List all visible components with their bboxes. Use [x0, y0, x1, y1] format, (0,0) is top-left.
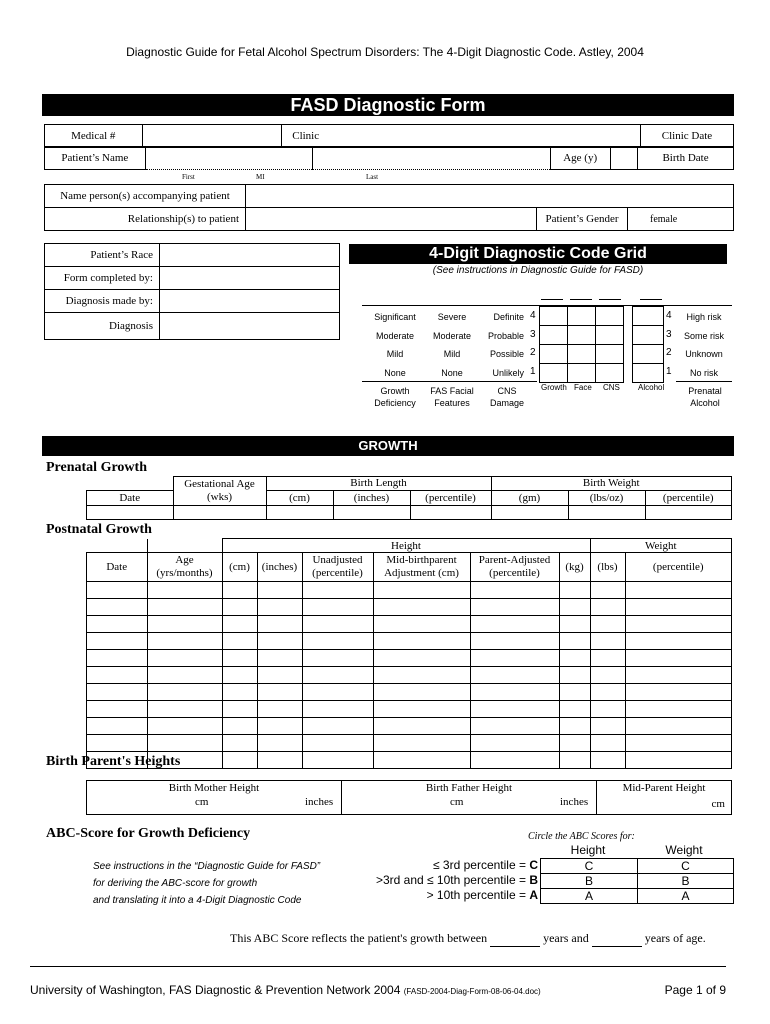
table-cell[interactable] [147, 701, 222, 718]
footer-rule [30, 966, 726, 967]
table-cell[interactable] [590, 582, 625, 599]
table-cell[interactable] [147, 599, 222, 616]
table-cell[interactable] [590, 735, 625, 752]
growth-label-3: Mild [386, 349, 404, 359]
table-cell[interactable] [257, 633, 302, 650]
table-cell[interactable] [470, 633, 559, 650]
table-cell[interactable] [302, 684, 373, 701]
post-date-header: Date [87, 553, 148, 582]
grid-cell[interactable] [633, 307, 664, 326]
cm-header: (cm) [266, 490, 333, 505]
footer-org: University of Washington, FAS Diagnostic & Prevention Network 2004 [30, 983, 401, 997]
growth-label-2: Moderate [375, 331, 415, 341]
table-cell[interactable] [470, 650, 559, 667]
footer-page: Page 1 of 9 [664, 983, 726, 997]
abc-weight-label: Weight [665, 843, 703, 857]
table-cell[interactable] [559, 616, 590, 633]
table-row [87, 718, 732, 735]
diagnosis-field[interactable] [160, 313, 340, 340]
code-grid-title: 4-Digit Diagnostic Code Grid [349, 244, 727, 264]
table-cell[interactable] [559, 752, 590, 769]
first-name-field[interactable] [145, 147, 312, 170]
grid-cell[interactable] [568, 307, 596, 326]
footer-doc: (FASD-2004-Diag-Form-08-06-04.doc) [403, 987, 541, 996]
table-cell[interactable] [373, 752, 470, 769]
table-cell[interactable] [257, 752, 302, 769]
num-right-1: 1 [666, 366, 672, 377]
num-right-3: 3 [666, 329, 672, 340]
table-cell[interactable] [373, 684, 470, 701]
abc-reflect-a: This ABC Score reflects the patient's growth between [230, 931, 488, 945]
table-cell[interactable] [625, 752, 732, 769]
height-group-header: Height [222, 539, 590, 553]
table-cell[interactable] [302, 735, 373, 752]
clinic-date-label: Clinic Date [640, 125, 733, 148]
table-cell[interactable] [625, 735, 732, 752]
abc-weight-a[interactable]: A [638, 889, 734, 904]
table-row [87, 582, 732, 599]
grid-cell[interactable] [540, 364, 568, 383]
age-label: Age (y) [550, 147, 610, 170]
num-right-2: 2 [666, 347, 672, 358]
accompanying-field[interactable] [246, 185, 734, 208]
abc-row3-label: > 10th percentile = [426, 888, 526, 902]
abc-years-to-field[interactable] [592, 931, 642, 947]
num-left-1: 1 [530, 366, 536, 377]
gender-label: Patient’s Gender [537, 208, 628, 231]
age-unit-label: (yrs/months) [156, 567, 213, 579]
table-cell[interactable] [373, 701, 470, 718]
table-cell[interactable] [147, 718, 222, 735]
table-cell[interactable] [590, 667, 625, 684]
table-cell[interactable] [625, 582, 732, 599]
table-cell[interactable] [87, 735, 148, 752]
midbp-label: Mid-birthparent [386, 554, 457, 566]
table-cell[interactable] [470, 599, 559, 616]
risk-label-2: Some risk [683, 331, 724, 341]
table-cell[interactable] [373, 718, 470, 735]
table-cell[interactable] [590, 752, 625, 769]
mid-label: Mid-Parent Height [597, 781, 732, 795]
midbp-header [373, 553, 470, 582]
table-cell[interactable] [470, 701, 559, 718]
table-cell[interactable] [222, 616, 257, 633]
completed-label: Form completed by: [45, 267, 160, 290]
medical-label: Medical # [45, 125, 143, 148]
table-cell[interactable] [222, 633, 257, 650]
table-cell[interactable] [222, 752, 257, 769]
table-cell[interactable] [590, 633, 625, 650]
table-cell[interactable] [559, 735, 590, 752]
table-cell[interactable] [373, 582, 470, 599]
table-cell[interactable] [147, 650, 222, 667]
parentadj-label: Parent-Adjusted [478, 554, 551, 566]
table-cell[interactable] [559, 667, 590, 684]
table-cell[interactable] [302, 701, 373, 718]
relationship-field[interactable] [246, 208, 537, 231]
growth-section-title: GROWTH [42, 436, 734, 456]
mother-label: Birth Mother Height [87, 781, 342, 795]
abc-score-table [540, 858, 734, 904]
code-grid-boxes [539, 306, 624, 383]
percentile-header: (percentile) [410, 490, 491, 505]
table-cell[interactable] [625, 701, 732, 718]
table-cell[interactable] [559, 684, 590, 701]
grid-cell[interactable] [540, 326, 568, 345]
unadj-unit-label: (percentile) [312, 567, 363, 579]
num-left-2: 2 [530, 347, 536, 358]
parents-title: Birth Parent's Heights [46, 754, 181, 769]
col-cns-label: CNS [603, 383, 620, 392]
abc-instructions [93, 858, 320, 909]
table-cell[interactable] [559, 718, 590, 735]
table-cell[interactable] [257, 735, 302, 752]
father-label: Birth Father Height [342, 781, 597, 795]
grid-cell[interactable] [540, 345, 568, 364]
table-cell[interactable] [373, 599, 470, 616]
table-cell[interactable] [559, 633, 590, 650]
abc-height-a[interactable]: A [541, 889, 638, 904]
table-cell[interactable] [590, 684, 625, 701]
abc-reflect-c: years of age. [644, 931, 706, 945]
grid-cell[interactable] [596, 345, 624, 364]
parentadj-unit-label: (percentile) [489, 567, 540, 579]
grid-cell[interactable] [633, 326, 664, 345]
abc-reflect-line [230, 931, 706, 947]
table-cell[interactable] [302, 718, 373, 735]
grid-cell[interactable] [568, 364, 596, 383]
table-cell[interactable] [625, 599, 732, 616]
table-cell[interactable] [302, 650, 373, 667]
table-cell[interactable] [625, 633, 732, 650]
footer-prenatal: Prenatal Alcohol [688, 386, 722, 408]
table-cell[interactable] [147, 633, 222, 650]
table-cell[interactable] [222, 718, 257, 735]
lbsoz-header: (lbs/oz) [568, 490, 645, 505]
abc-reflect-b: years and [543, 931, 589, 945]
abc-row2-letter: B [529, 873, 538, 887]
table-row [87, 752, 732, 769]
birth-date-label: Birth Date [638, 147, 734, 170]
father-field[interactable] [342, 794, 597, 815]
table-cell[interactable] [147, 616, 222, 633]
abc-row2-label: >3rd and ≤ 10th percentile = [375, 873, 526, 887]
table-cell[interactable] [470, 718, 559, 735]
prenatal-table [86, 476, 732, 520]
race-field[interactable] [160, 244, 340, 267]
face-label-2: Moderate [432, 331, 472, 341]
table-cell[interactable] [470, 684, 559, 701]
age-header [147, 553, 222, 582]
table-cell[interactable] [87, 616, 148, 633]
form-title: FASD Diagnostic Form [42, 94, 734, 116]
table-cell[interactable] [373, 667, 470, 684]
table-row [87, 684, 732, 701]
completed-field[interactable] [160, 267, 340, 290]
table-cell[interactable] [302, 599, 373, 616]
table-cell[interactable] [559, 599, 590, 616]
face-label-1: Severe [437, 312, 467, 322]
abc-years-from-field[interactable] [490, 931, 540, 947]
abc-height-label: Height [570, 843, 606, 857]
table-cell[interactable] [470, 667, 559, 684]
table-cell[interactable] [257, 616, 302, 633]
table-cell[interactable] [625, 718, 732, 735]
table-cell[interactable] [222, 735, 257, 752]
table-cell[interactable] [87, 582, 148, 599]
grid-cell[interactable] [596, 364, 624, 383]
col-growth-label: Growth [541, 383, 567, 392]
age-field[interactable] [610, 147, 637, 170]
grid-cell[interactable] [596, 307, 624, 326]
table-cell[interactable] [222, 667, 257, 684]
table-row [87, 650, 732, 667]
weight-percentile-header: (percentile) [645, 490, 732, 505]
grid-cell[interactable] [633, 364, 664, 383]
age-header-label: Age [175, 554, 194, 566]
cns-label-1: Definite [493, 312, 524, 322]
table-cell[interactable] [373, 616, 470, 633]
clinic-field[interactable] [330, 125, 641, 148]
abc-instr-1: See instructions in the “Diagnostic Guide for FASD” [93, 861, 321, 872]
table-cell[interactable] [470, 582, 559, 599]
abc-row1-letter: C [529, 858, 538, 872]
cns-label-3: Possible [489, 349, 524, 359]
table-cell[interactable] [87, 718, 148, 735]
table-cell[interactable] [590, 650, 625, 667]
face-label-3: Mild [443, 349, 461, 359]
abc-weight-c[interactable]: C [638, 859, 734, 874]
name-label: Patient’s Name [45, 147, 146, 170]
table-cell[interactable] [470, 735, 559, 752]
midbp-unit-label: Adjustment (cm) [384, 567, 459, 579]
num-left-4: 4 [530, 310, 536, 321]
abc-height-c[interactable]: C [541, 859, 638, 874]
cns-label-2: Probable [487, 331, 524, 341]
mi-label: MI [256, 173, 265, 181]
table-cell[interactable] [590, 701, 625, 718]
table-cell[interactable] [625, 684, 732, 701]
diagnosis-by-label: Diagnosis made by: [45, 290, 160, 313]
table-cell[interactable] [266, 505, 333, 519]
post-cm-header: (cm) [222, 553, 257, 582]
table-cell[interactable] [222, 582, 257, 599]
risk-label-1: High risk [686, 312, 722, 322]
face-label-4: None [441, 368, 463, 378]
table-cell[interactable] [87, 633, 148, 650]
table-cell[interactable] [222, 701, 257, 718]
post-weight-percentile-header: (percentile) [625, 553, 732, 582]
unadj-label: Unadjusted [312, 554, 363, 566]
prenatal-title: Prenatal Growth [46, 460, 147, 475]
cns-label-4: Unlikely [492, 368, 524, 378]
table-cell[interactable] [222, 684, 257, 701]
alcohol-grid-boxes [632, 306, 664, 383]
table-cell[interactable] [147, 667, 222, 684]
table-cell[interactable] [491, 505, 568, 519]
col-alcohol-label: Alcohol [638, 383, 665, 392]
inches-header: (inches) [333, 490, 410, 505]
mother-cm: cm [195, 796, 209, 808]
abc-height-b[interactable]: B [541, 874, 638, 889]
table-cell[interactable] [302, 633, 373, 650]
gender-value[interactable]: female [628, 208, 734, 231]
table-cell[interactable] [625, 667, 732, 684]
footer-face: FAS Facial Features [430, 386, 474, 408]
mother-inches: inches [305, 796, 334, 808]
birth-weight-label: Birth Weight [491, 477, 732, 491]
parents-table [86, 780, 732, 815]
footer-left [30, 983, 541, 997]
table-cell[interactable] [173, 505, 266, 519]
abc-instr-3: and translating it into a 4-Digit Diagnostic Code [93, 895, 302, 906]
table-cell[interactable] [559, 701, 590, 718]
table-cell[interactable] [222, 650, 257, 667]
postnatal-title: Postnatal Growth [46, 522, 152, 537]
table-cell[interactable] [302, 616, 373, 633]
birth-length-label: Birth Length [266, 477, 491, 491]
weight-group-header: Weight [590, 539, 732, 553]
grid-cell[interactable] [540, 307, 568, 326]
table-cell[interactable] [257, 599, 302, 616]
prenatal-date-header: Date [87, 490, 174, 505]
abc-thresholds [330, 858, 538, 903]
table-cell[interactable] [590, 599, 625, 616]
risk-label-4: No risk [689, 368, 718, 378]
medical-field[interactable] [142, 125, 281, 148]
abc-instr-2: for deriving the ABC-score for growth [93, 878, 258, 889]
table-cell[interactable] [590, 616, 625, 633]
last-name-field[interactable] [312, 147, 550, 170]
post-inches-header: (inches) [257, 553, 302, 582]
table-cell[interactable] [373, 650, 470, 667]
table-cell[interactable] [625, 616, 732, 633]
table-cell[interactable] [87, 650, 148, 667]
gm-header: (gm) [491, 490, 568, 505]
table-row [87, 701, 732, 718]
table-cell[interactable] [87, 684, 148, 701]
first-label: First [182, 173, 195, 181]
table-cell[interactable] [87, 599, 148, 616]
patient-info-table [44, 124, 734, 148]
footer-growth: Growth Deficiency [374, 386, 416, 408]
abc-row1-label: ≤ 3rd percentile = [433, 858, 526, 872]
abc-row3-letter: A [529, 888, 538, 902]
table-cell[interactable] [147, 735, 222, 752]
mid-cm[interactable]: cm [597, 794, 732, 815]
table-cell[interactable] [302, 752, 373, 769]
diagnosis-by-field[interactable] [160, 290, 340, 313]
table-cell[interactable] [257, 582, 302, 599]
grid-cell[interactable] [568, 326, 596, 345]
mother-field[interactable] [87, 794, 342, 815]
table-row [87, 735, 732, 752]
abc-weight-b[interactable]: B [638, 874, 734, 889]
num-left-3: 3 [530, 329, 536, 340]
table-cell[interactable] [410, 505, 491, 519]
gest-label: Gestational Age [173, 477, 266, 491]
growth-label-1: Significant [374, 312, 416, 322]
header-line: Diagnostic Guide for Fetal Alcohol Spectrum Disorders: The 4-Digit Diagnostic Code. Astley, 2004 [126, 45, 644, 59]
table-cell[interactable] [470, 616, 559, 633]
table-cell[interactable] [373, 633, 470, 650]
table-cell[interactable] [590, 718, 625, 735]
relationship-label: Relationship(s) to patient [45, 208, 246, 231]
table-cell[interactable] [257, 684, 302, 701]
table-cell[interactable] [257, 718, 302, 735]
table-row [87, 599, 732, 616]
num-right-4: 4 [666, 310, 672, 321]
father-cm: cm [450, 796, 464, 808]
growth-label-4: None [384, 368, 406, 378]
accompanying-label: Name person(s) accompanying patient [45, 185, 246, 208]
table-cell[interactable] [147, 582, 222, 599]
table-row [87, 633, 732, 650]
wks-header: (wks) [173, 490, 266, 505]
table-cell[interactable] [87, 701, 148, 718]
parentadj-header [470, 553, 559, 582]
table-cell[interactable] [222, 599, 257, 616]
table-cell[interactable] [257, 650, 302, 667]
abc-circle-label: Circle the ABC Scores for: [528, 831, 635, 842]
last-label: Last [366, 173, 379, 181]
grid-cell[interactable] [596, 326, 624, 345]
table-row [87, 616, 732, 633]
table-row [87, 667, 732, 684]
table-cell[interactable] [87, 667, 148, 684]
table-cell[interactable] [147, 684, 222, 701]
postnatal-table [86, 538, 732, 769]
footer-cns: CNS Damage [489, 386, 525, 408]
table-cell[interactable] [302, 667, 373, 684]
unadj-header [302, 553, 373, 582]
diagnosis-label: Diagnosis [45, 313, 160, 340]
table-cell[interactable] [257, 701, 302, 718]
kg-header: (kg) [559, 553, 590, 582]
table-cell[interactable] [257, 667, 302, 684]
race-label: Patient’s Race [45, 244, 160, 267]
risk-label-3: Unknown [685, 349, 723, 359]
father-inches: inches [560, 796, 589, 808]
grid-cell[interactable] [568, 345, 596, 364]
col-face-label: Face [574, 383, 592, 392]
grid-cell[interactable] [633, 345, 664, 364]
clinic-label: Clinic [281, 125, 330, 148]
table-cell[interactable] [302, 582, 373, 599]
table-cell[interactable] [559, 582, 590, 599]
table-cell[interactable] [333, 505, 410, 519]
table-cell[interactable] [645, 505, 732, 519]
table-cell[interactable] [568, 505, 645, 519]
abc-title: ABC-Score for Growth Deficiency [46, 826, 251, 841]
table-cell[interactable] [373, 735, 470, 752]
table-cell[interactable] [87, 505, 174, 519]
code-grid-subtitle: (See instructions in Diagnostic Guide for FASD) [432, 265, 644, 276]
lbs-header: (lbs) [590, 553, 625, 582]
table-cell[interactable] [625, 650, 732, 667]
table-cell[interactable] [470, 752, 559, 769]
table-cell[interactable] [559, 650, 590, 667]
